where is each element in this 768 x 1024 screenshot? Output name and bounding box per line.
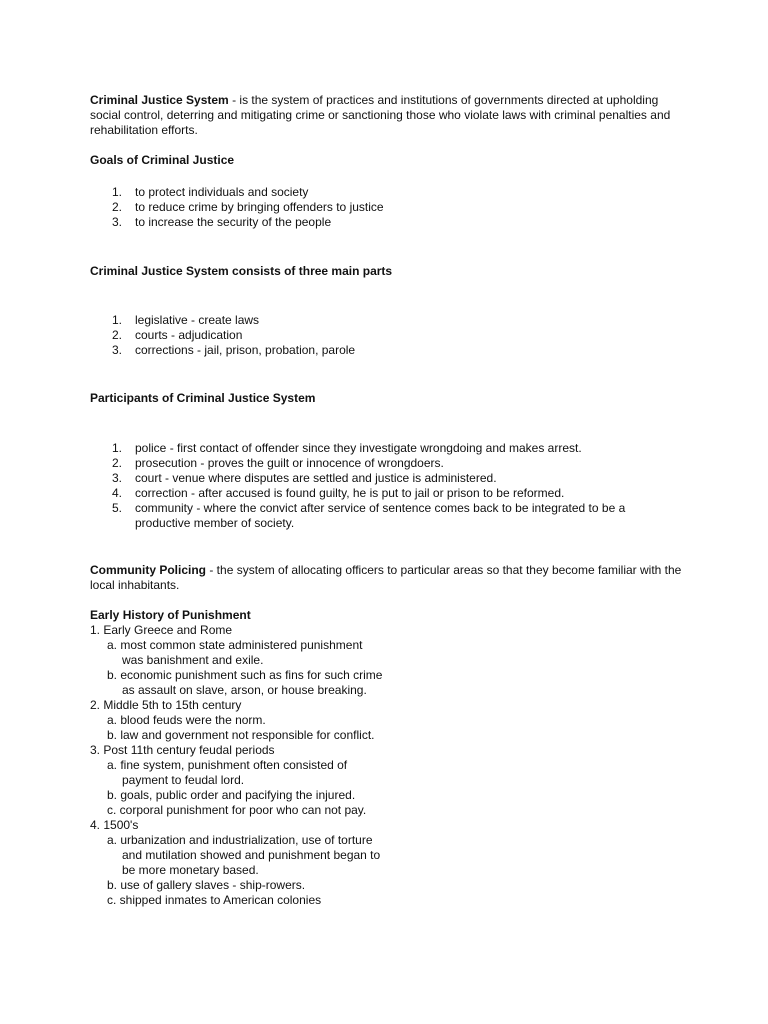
list-text: court - venue where disputes are settled and justice is administered.	[135, 471, 497, 485]
list-text: legislative - create laws	[135, 313, 260, 327]
list-number: 5.	[112, 501, 123, 515]
outline-line: c. corporal punishment for poor who can not pay.	[107, 803, 367, 817]
goals-list	[90, 185, 690, 230]
list-text: to protect individuals and society	[135, 185, 309, 199]
intro-term: Criminal Justice System	[90, 93, 229, 107]
history-heading: Early History of Punishment	[90, 608, 251, 622]
outline-line: b. goals, public order and pacifying the injured.	[107, 788, 356, 802]
list-item	[90, 200, 690, 215]
outline-line: 2. Middle 5th to 15th century	[90, 698, 242, 712]
outline-line: as assault on slave, arson, or house breaking.	[122, 683, 367, 697]
list-number: 2.	[112, 328, 123, 342]
list-item	[90, 185, 690, 200]
outline-line: b. law and government not responsible for conflict.	[107, 728, 375, 742]
outline-line: 4. 1500's	[90, 818, 139, 832]
list-text: to increase the security of the people	[135, 215, 332, 229]
list-item	[90, 215, 690, 230]
outline-line: be more monetary based.	[122, 863, 259, 877]
list-text: to reduce crime by bringing offenders to justice	[135, 200, 384, 214]
participants-heading: Participants of Criminal Justice System	[90, 391, 316, 405]
list-text: corrections - jail, prison, probation, parole	[135, 343, 356, 357]
list-item	[90, 471, 690, 486]
list-text: prosecution - proves the guilt or innocence of wrongdoers.	[135, 456, 444, 470]
outline-line: 1. Early Greece and Rome	[90, 623, 233, 637]
outline-line: payment to feudal lord.	[122, 773, 245, 787]
list-number: 1.	[112, 441, 123, 455]
list-text: correction - after accused is found guilty, he is put to jail or prison to be reformed.	[135, 486, 565, 500]
list-number: 1.	[112, 313, 123, 327]
participants-list	[90, 441, 690, 531]
outline-line: b. use of gallery slaves - ship-rowers.	[107, 878, 306, 892]
goals-heading: Goals of Criminal Justice	[90, 153, 235, 167]
policing-text: - the system of allocating officers to particular areas so that they become familiar with the local inhabitants.	[90, 563, 682, 592]
outline-line: a. urbanization and industrialization, use of torture	[107, 833, 373, 847]
outline-line: b. economic punishment such as fins for such crime	[107, 668, 383, 682]
parts-list	[90, 313, 690, 358]
list-text: community - where the convict after service of sentence comes back to be integrated to be a productive member of society.	[135, 501, 626, 530]
outline-line: a. most common state administered punishment	[107, 638, 363, 652]
list-item	[90, 343, 690, 358]
list-item	[90, 313, 690, 328]
list-number: 3.	[112, 471, 123, 485]
list-item	[90, 456, 690, 471]
outline-line: a. blood feuds were the norm.	[107, 713, 266, 727]
intro-text: - is the system of practices and institutions of governments directed at upholding social control, deterring and mitigating crime or sanctioning those who violate laws with criminal penalties and rehabilitation efforts.	[90, 93, 671, 137]
list-number: 3.	[112, 343, 123, 357]
list-item	[90, 486, 690, 501]
intro-paragraph	[90, 93, 690, 138]
list-text: courts - adjudication	[135, 328, 243, 342]
list-item	[90, 441, 690, 456]
outline-line: and mutilation showed and punishment began to	[122, 848, 381, 862]
outline-line: c. shipped inmates to American colonies	[107, 893, 322, 907]
parts-heading: Criminal Justice System consists of three main parts	[90, 264, 393, 278]
outline-line: a. fine system, punishment often consisted of	[107, 758, 348, 772]
list-number: 2.	[112, 200, 123, 214]
policing-paragraph	[90, 563, 690, 593]
list-number: 2.	[112, 456, 123, 470]
list-number: 1.	[112, 185, 123, 199]
list-item	[90, 328, 690, 343]
policing-term: Community Policing	[90, 563, 207, 577]
outline-line: was banishment and exile.	[122, 653, 264, 667]
list-text: police - first contact of offender since they investigate wrongdoing and makes arrest.	[135, 441, 582, 455]
list-item	[90, 501, 655, 531]
history-outline	[90, 623, 690, 908]
list-number: 4.	[112, 486, 123, 500]
outline-line: 3. Post 11th century feudal periods	[90, 743, 275, 757]
list-number: 3.	[112, 215, 123, 229]
